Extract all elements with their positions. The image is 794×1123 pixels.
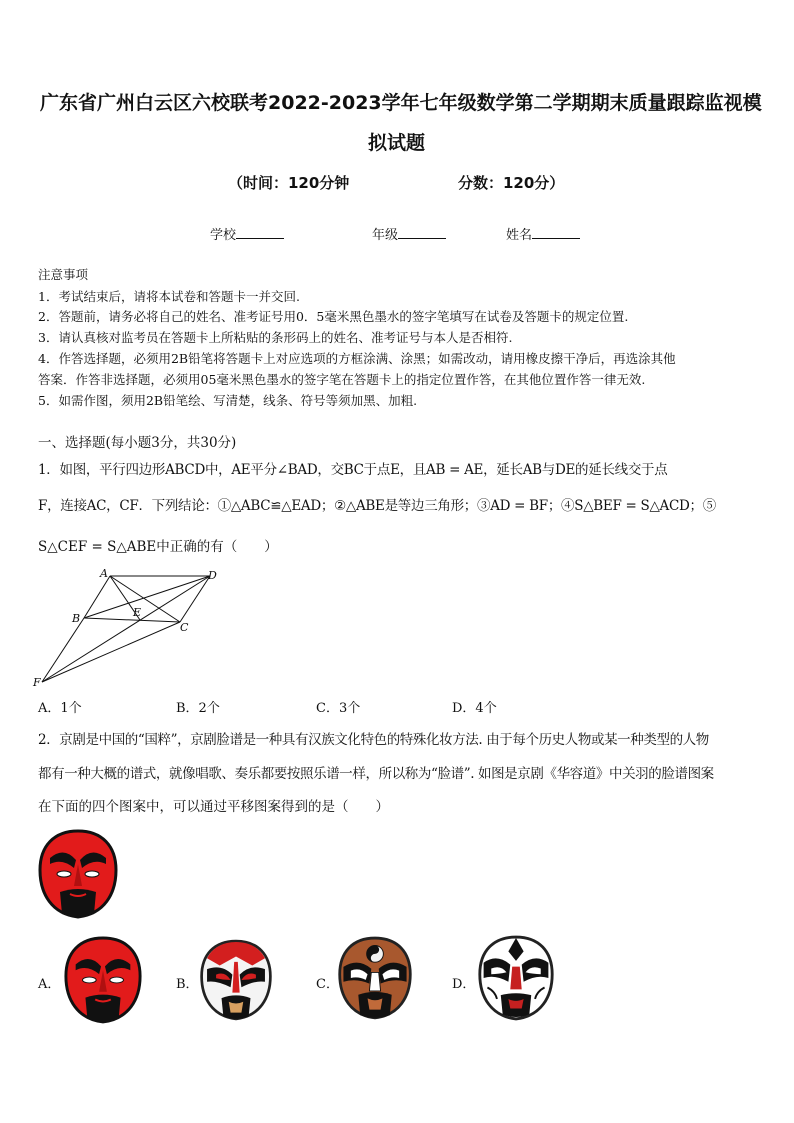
segment-bd bbox=[84, 576, 210, 618]
q1-text-line1: 1．如图，平行四边形ABCD中，AE平分∠BAD，交BC于点E，且AB = AE，延长AB与DE的延长线交于点 bbox=[38, 462, 668, 478]
segment-dc bbox=[180, 576, 210, 622]
notes-heading: 注意事项 bbox=[38, 267, 89, 282]
reference-mask-image bbox=[36, 828, 120, 920]
q1-option-c[interactable]: C．3个 bbox=[316, 701, 361, 716]
note-item: 4．作答选择题，必须用2B铅笔将答题卡上对应选项的方框涂满、涂黑；如需改动，请用橡皮擦干净后，再选涂其他 bbox=[38, 351, 676, 366]
name-field[interactable] bbox=[506, 224, 580, 243]
name-label: 姓名 bbox=[506, 228, 533, 243]
q2-option-d-label[interactable]: D． bbox=[452, 977, 476, 992]
page-title-line1: 广东省广州白云区六校联考2022-2023学年七年级数学第二学期期末质量跟踪监视模 bbox=[40, 92, 762, 114]
q1-option-b[interactable]: B．2个 bbox=[176, 701, 220, 716]
q1-option-d[interactable]: D．4个 bbox=[452, 701, 497, 716]
grade-blank[interactable] bbox=[398, 226, 446, 239]
segment-ac bbox=[110, 576, 180, 622]
time-limit: （时间：120分钟 bbox=[228, 174, 350, 192]
note-item: 2．答题前，请务必将自己的姓名、准考证号用0．5毫米黑色墨水的签字笔填写在试卷及答题卡的规定位置. bbox=[38, 309, 629, 324]
segment-bc bbox=[84, 618, 180, 622]
total-score: 分数：120分） bbox=[458, 174, 565, 192]
q1-text-line2: F，连接AC，CF．下列结论：①△ABC≌△EAD；②△ABE是等边三角形；③AD = BF；④S△BEF = S△ACD；⑤ bbox=[38, 498, 716, 514]
page-title-line2: 拟试题 bbox=[368, 132, 426, 154]
school-field[interactable] bbox=[210, 224, 284, 243]
note-item: 答案．作答非选择题，必须用05毫米黑色墨水的签字笔在答题卡上的指定位置作答，在其他位置作答一律无效. bbox=[38, 372, 646, 387]
q2-option-a-label[interactable]: A． bbox=[38, 977, 61, 992]
point-label-d: D bbox=[208, 569, 217, 582]
parallelogram-figure bbox=[30, 565, 230, 690]
q2-option-b-label[interactable]: B． bbox=[176, 977, 199, 992]
note-item: 3．请认真核对监考员在答题卡上所粘贴的条形码上的姓名、准考证号与本人是否相符. bbox=[38, 330, 513, 345]
q2-option-a-image[interactable] bbox=[62, 935, 144, 1025]
point-label-a: A bbox=[100, 567, 108, 580]
grade-field[interactable] bbox=[372, 224, 446, 243]
segment-cf bbox=[42, 622, 180, 682]
note-item: 1．考试结束后，请将本试卷和答题卡一并交回. bbox=[38, 289, 300, 304]
q2-text-line3: 在下面的四个图案中，可以通过平移图案得到的是（ ） bbox=[38, 799, 389, 815]
q2-text-line1: 2．京剧是中国的“国粹”，京剧脸谱是一种具有汉族文化特色的特殊化妆方法. 由于每个历史人物或某一种类型的人物 bbox=[38, 732, 709, 748]
q2-option-c-label[interactable]: C． bbox=[316, 977, 339, 992]
section-heading: 一、选择题(每小题3分，共30分) bbox=[38, 435, 237, 451]
q2-text-line2: 都有一种大概的谱式，就像唱歌、奏乐都要按照乐谱一样，所以称为“脸谱”. 如图是京剧《华容道》中关羽的脸谱图案 bbox=[38, 766, 714, 782]
school-blank[interactable] bbox=[236, 226, 284, 239]
q2-option-b-image[interactable] bbox=[198, 935, 274, 1025]
name-blank[interactable] bbox=[532, 226, 580, 239]
grade-label: 年级 bbox=[372, 228, 399, 243]
segment-ab bbox=[84, 576, 110, 618]
note-item: 5．如需作图，须用2B铅笔绘、写清楚，线条、符号等须加黑、加粗. bbox=[38, 393, 418, 408]
q1-option-a[interactable]: A．1个 bbox=[38, 701, 82, 716]
q2-option-d-image[interactable] bbox=[476, 932, 556, 1024]
q2-option-c-image[interactable] bbox=[336, 932, 414, 1024]
point-label-c: C bbox=[180, 621, 189, 634]
school-label: 学校 bbox=[210, 228, 237, 243]
point-label-b: B bbox=[72, 612, 81, 625]
q1-text-line3: S△CEF = S△ABE中正确的有（ ） bbox=[38, 539, 278, 555]
point-label-e: E bbox=[133, 606, 142, 619]
point-label-f: F bbox=[33, 676, 41, 689]
